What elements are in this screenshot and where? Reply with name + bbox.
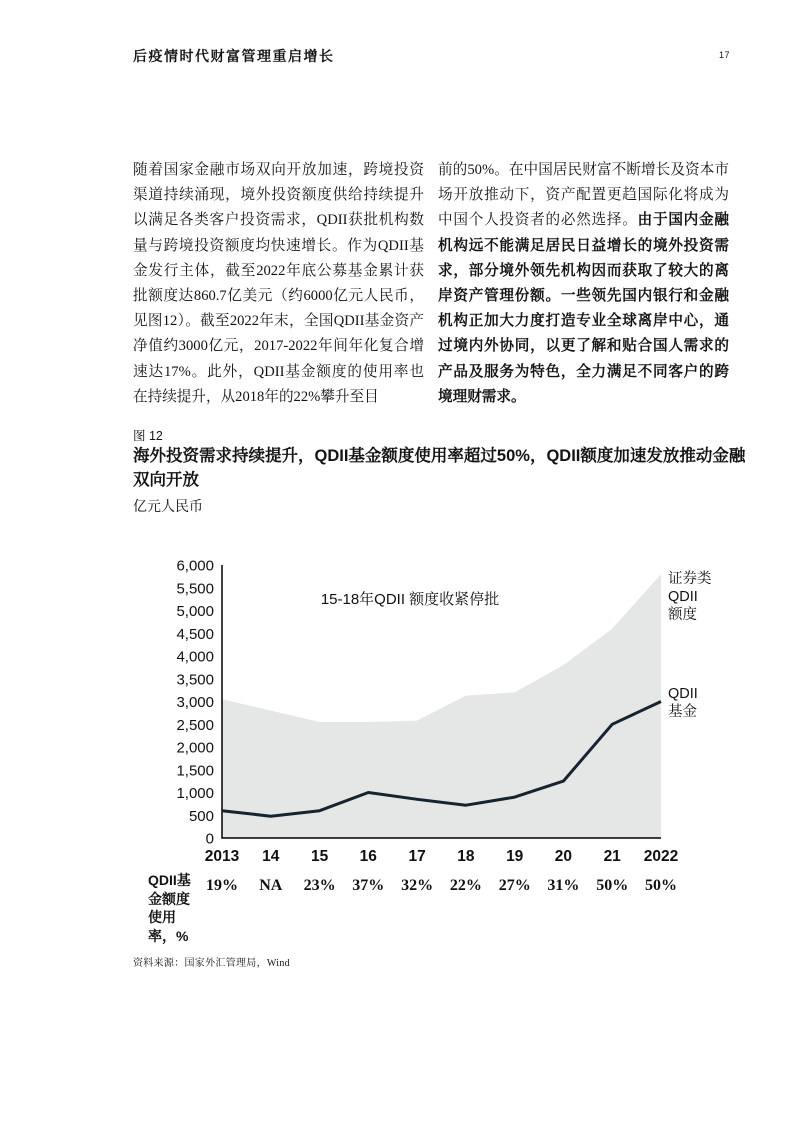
y-tick-label: 4,000 (176, 648, 214, 666)
x-tick-label: 15 (310, 848, 329, 865)
x-tick-label: 17 (408, 848, 426, 865)
usage-rate-value: 19% (206, 877, 238, 894)
y-tick-label: 6,000 (176, 557, 214, 575)
annotation-quota-freeze: 15-18年QDII 额度收紧停批 (320, 591, 500, 608)
y-tick-label: 5,000 (176, 603, 214, 620)
body-columns (133, 158, 729, 410)
x-tick-label: 14 (262, 848, 280, 865)
y-tick-label: 3,000 (176, 694, 214, 711)
legend-area-series: 证券类 (668, 571, 712, 587)
figure-unit-label: 亿元人民币 (133, 500, 203, 515)
quota-area (222, 574, 661, 838)
usage-rate-value: 31% (547, 877, 580, 894)
figure-label: 图 12 (133, 429, 163, 443)
usage-rate-value: 50% (645, 877, 677, 894)
x-tick-label: 20 (554, 848, 573, 865)
x-tick-label: 2013 (204, 848, 240, 865)
x-tick-label: 18 (457, 848, 475, 865)
usage-rate-value: NA (259, 877, 283, 894)
running-header: 后疫情时代财富管理重启增长 (133, 50, 335, 65)
usage-rate-value: 22% (449, 877, 482, 894)
x-tick-label: 21 (603, 848, 621, 865)
y-tick-label: 5,500 (176, 580, 214, 598)
y-tick-label: 3,500 (176, 671, 214, 689)
y-tick-label: 1,000 (176, 785, 214, 802)
page-number: 17 (719, 50, 731, 60)
usage-rate-row-label: QDII基金额度使用率，% (148, 872, 191, 944)
y-tick-label: 0 (205, 830, 214, 848)
y-tick-label: 2,500 (176, 716, 214, 734)
y-tick-label: 4,500 (176, 625, 214, 643)
y-tick-label: 1,500 (176, 762, 214, 780)
usage-rate-value: 23% (303, 877, 336, 894)
x-tick-label: 2022 (643, 848, 679, 865)
figure-title: 海外投资需求持续提升，QDII基金额度使用率超过50%，QDII额度加速发放推动金融双向开放 (133, 447, 746, 489)
y-tick-label: 2,000 (176, 739, 214, 757)
legend-area-series: QDII (668, 589, 698, 605)
x-tick-label: 16 (359, 848, 377, 865)
usage-rate-value: 27% (498, 877, 531, 894)
y-tick-label: 500 (188, 807, 214, 825)
source-note: 资料来源：国家外汇管理局，Wind (133, 958, 290, 969)
usage-rate-value: 50% (596, 877, 629, 894)
qdii-area-line-chart (130, 552, 750, 952)
right-column-regular: 前的50%。在中国居民财富不断增长及资本市场开放推动下，资产配置更趋国际化将成为中国个人投资者的必然选择。 (438, 162, 729, 229)
left-column-text: 随着国家金融市场双向开放加速，跨境投资渠道持续涌现，境外投资额度供给持续提升以满足各类客户投资需求，QDII获批机构数量与跨境投资额度均快速增长。作为QDII基金发行主体，截至2022年底公募基金累计获批额度达860.7亿美元（约6000亿元人民币，见图12）。截至2022年末，全国QDII基金资产净值约3000亿元，2017-2022年间年化复合增速达17%。此外，QDII基金额度的使用率也在持续提升，从2018年的22%攀升至目 (133, 162, 424, 405)
right-column-bold: 由于国内金融机构远不能满足居民日益增长的境外投资需求，部分境外领先机构因而获取了较大的离岸资产管理份额。一些领先国内银行和金融机构正加大力度打造专业全球离岸中心，通过境内外协同，以更了解和贴合国人需求的产品及服务为特色，全力满足不同客户的跨境理财需求。 (438, 212, 729, 405)
usage-rate-value: 37% (352, 877, 385, 894)
legend-line-series: 基金 (668, 704, 697, 720)
legend-line-series: QDII (668, 686, 698, 702)
right-column-text (438, 158, 729, 410)
x-tick-label: 19 (506, 848, 524, 865)
legend-area-series: 额度 (668, 607, 697, 623)
usage-rate-value: 32% (401, 877, 434, 894)
